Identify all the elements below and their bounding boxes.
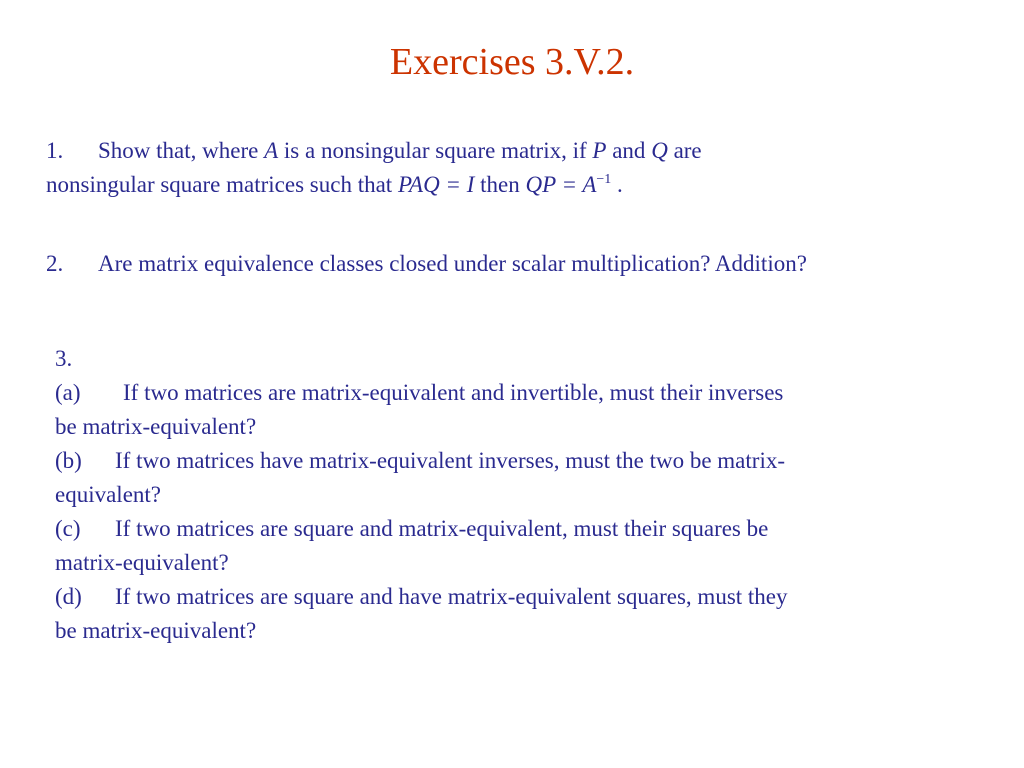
exercise-text: . [611, 172, 623, 197]
exercise-2 [46, 247, 1006, 281]
exercise-text: is a nonsingular square matrix, if [278, 138, 593, 163]
part-label: (d) [55, 584, 82, 609]
exercise-1 [46, 134, 946, 202]
inverse-exponent: −1 [596, 172, 612, 187]
equation-paq: PAQ = I [397, 172, 475, 197]
exercise-3c-line-1 [55, 512, 955, 546]
slide-title: Exercises 3.V.2. [389, 41, 635, 83]
matrix-symbol-p: P [592, 138, 607, 163]
exercise-3 [55, 342, 955, 648]
part-text: If two matrices are matrix-equivalent and invertible, must their inverses [123, 380, 784, 405]
exercise-number: 3. [55, 346, 73, 371]
part-text: If two matrices are square and matrix-equivalent, must their squares be [115, 516, 769, 541]
exercise-1-line-1 [46, 134, 946, 168]
matrix-symbol-q: Q [651, 138, 668, 163]
part-label: (a) [55, 380, 81, 405]
exercise-3a-line-2: be matrix-equivalent? [55, 414, 257, 439]
exercise-3a-line-1 [55, 376, 955, 410]
exercise-3d-line-1 [55, 580, 955, 614]
exercise-text: Are matrix equivalence classes closed under scalar multiplication? Addition? [98, 251, 807, 276]
exercise-text: are [667, 138, 702, 163]
part-label: (c) [55, 516, 81, 541]
part-text: If two matrices are square and have matrix-equivalent squares, must they [115, 584, 788, 609]
exercise-text: Show that, where [98, 138, 265, 163]
exercise-3d-line-2: be matrix-equivalent? [55, 618, 257, 643]
exercise-number: 1. [46, 138, 64, 163]
part-label: (b) [55, 448, 82, 473]
equation-qp: QP = A [525, 172, 597, 197]
exercise-3c-line-2: matrix-equivalent? [55, 550, 229, 575]
exercise-number: 2. [46, 251, 64, 276]
exercise-text: then [474, 172, 526, 197]
exercise-text: nonsingular square matrices such that [46, 172, 398, 197]
exercise-3b-line-1 [55, 444, 955, 478]
matrix-symbol-a: A [264, 138, 279, 163]
exercise-3b-line-2: equivalent? [55, 482, 162, 507]
exercise-text: and [606, 138, 652, 163]
part-text: If two matrices have matrix-equivalent inverses, must the two be matrix- [115, 448, 785, 473]
exercise-1-line-2 [46, 168, 946, 202]
